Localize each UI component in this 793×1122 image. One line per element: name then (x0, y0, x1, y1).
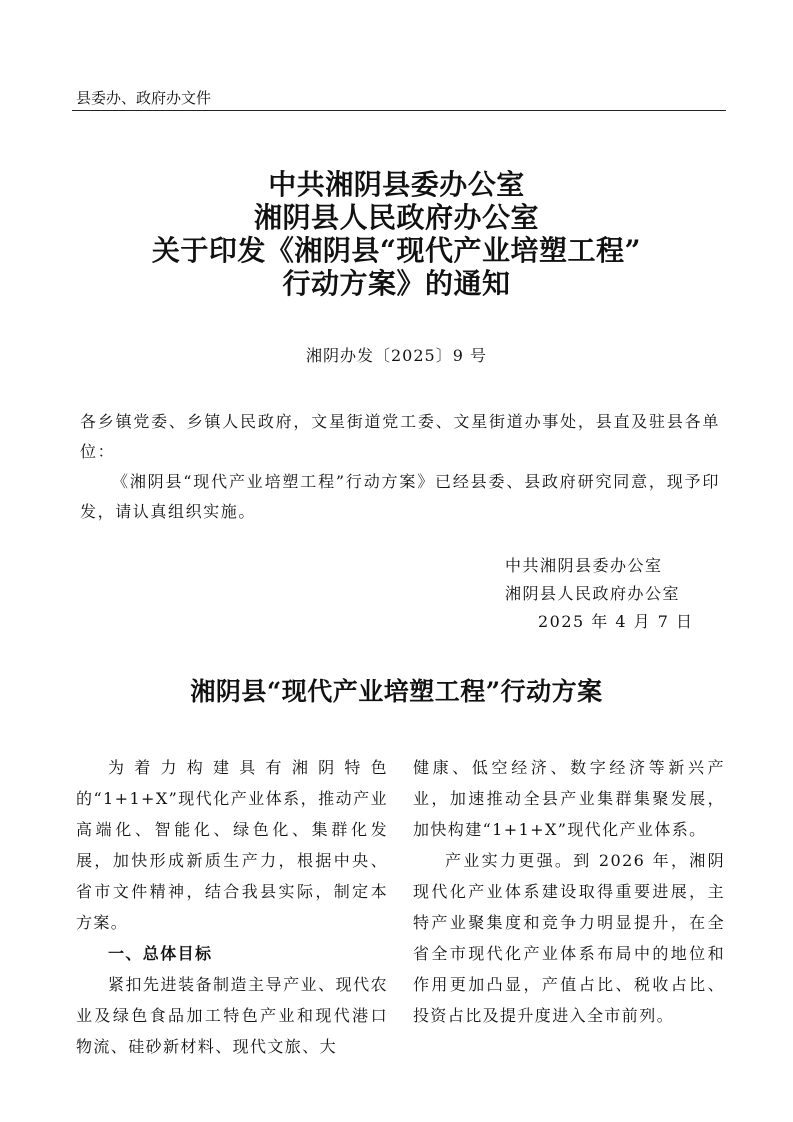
signature-date: 2025 年 4 月 7 日 (538, 612, 694, 631)
right-column (413, 752, 725, 1031)
plan-title: 湘阴县“现代产业培塑工程”行动方案 (190, 677, 603, 706)
title-line-2: 湘阴县人民政府办公室 (253, 201, 539, 234)
notice-body (80, 407, 720, 527)
section-heading: 一、总体目标 (108, 944, 213, 963)
document-number: 湘阴办发〔2025〕9 号 (306, 346, 487, 365)
signature-org-2: 湘阴县人民政府办公室 (505, 584, 681, 603)
signature-block (505, 552, 720, 636)
continuation-paragraph: 健康、低空经济、数字经济等新兴产业，加速推动全县产业集群集聚发展，加快构建“1+1+X”现代化产业体系。 (413, 758, 725, 839)
document-header (72, 88, 726, 112)
section-paragraph: 紧扣先进装备制造主导产业、现代农业及绿色食品加工特色产业和现代港口物流、硅砂新材料、现代文旅、大 (76, 975, 388, 1056)
recipients: 各乡镇党委、乡镇人民政府，文星街道党工委、文星街道办事处，县直及驻县各单位： (80, 412, 720, 461)
notice-text: 《湘阴县“现代产业培塑工程”行动方案》已经县委、县政府研究同意，现予印发，请认真组织实施。 (80, 472, 720, 521)
header-divider (72, 110, 726, 111)
signature-org-1: 中共湘阴县委办公室 (505, 556, 663, 575)
left-column (76, 752, 388, 1062)
title-line-3: 关于印发《湘阴县“现代产业培塑工程” (151, 234, 642, 267)
title-line-1: 中共湘阴县委办公室 (268, 168, 525, 201)
intro-paragraph: 为着力构建具有湘阴特色的“1+1+X”现代化产业体系，推动产业高端化、智能化、绿色化、集群化发展，加快形成新质生产力，根据中央、省市文件精神，结合我县实际，制定本方案。 (76, 758, 388, 932)
title-line-4: 行动方案》的通知 (282, 267, 511, 300)
goal-paragraph: 产业实力更强。到 2026 年，湘阴现代化产业体系建设取得重要进展，主特产业聚集度和竞争力明显提升，在全省全市现代化产业体系布局中的地位和作用更加凸显，产值占比、税收占比、投资占比及提升度进入全市前列。 (413, 851, 725, 1025)
header-label: 县委办、政府办文件 (76, 89, 212, 107)
notice-title (0, 168, 793, 300)
